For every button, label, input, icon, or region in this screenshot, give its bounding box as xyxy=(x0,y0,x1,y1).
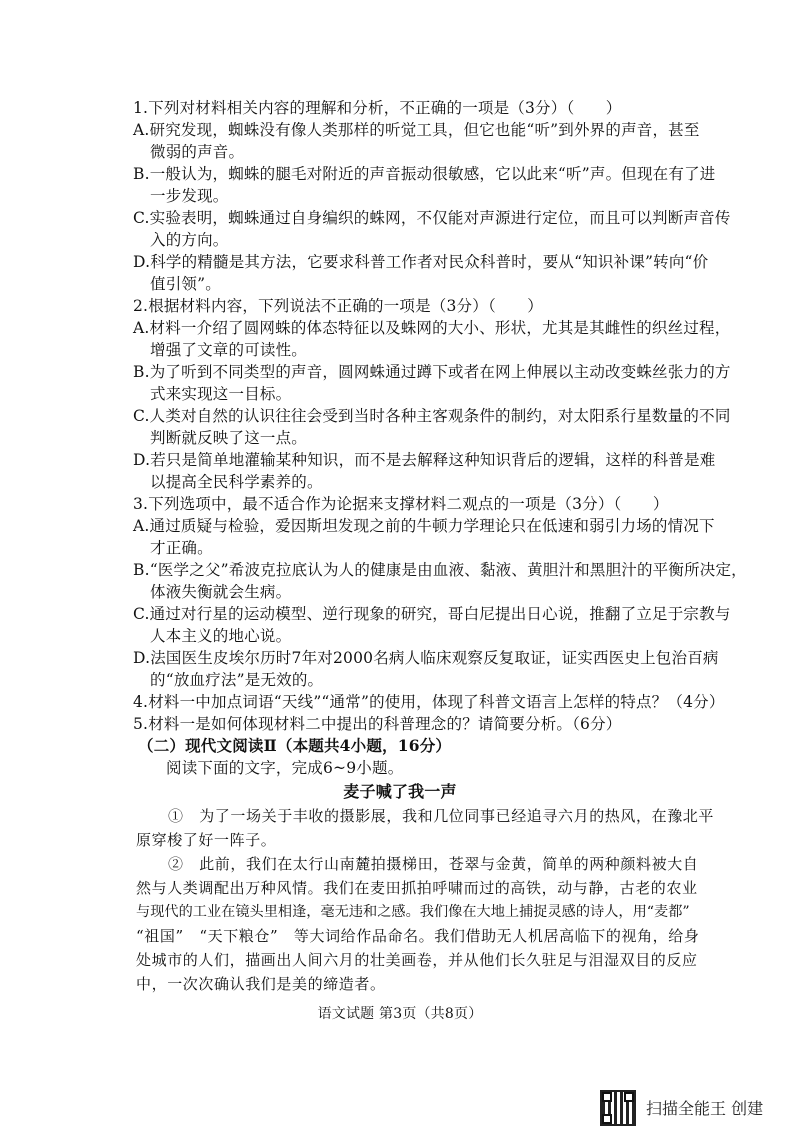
q3-option-d: D.法国医生皮埃尔历时7年对2000名病人临床观察反复取证，证实西医史上包治百病 xyxy=(133,649,719,667)
essay-paragraph-2-line-6: 中，一次次确认我们是美的缔造者。 xyxy=(136,975,386,993)
q1-stem: 1.下列对材料相关内容的理解和分析，不正确的一项是（3分）（ ） xyxy=(133,99,622,117)
q2-stem: 2.根据材料内容，下列说法不正确的一项是（3分）（ ） xyxy=(133,297,544,315)
q3-option-a-cont: 才正确。 xyxy=(150,539,213,557)
q2-option-c: C.人类对自然的认识往往会受到当时各种主客观条件的制约，对太阳系行星数量的不同 xyxy=(133,407,731,425)
q2-option-b: B.为了听到不同类型的声音，圆网蛛通过蹲下或者在网上伸展以主动改变蛛丝张力的方 xyxy=(133,363,731,381)
q2-option-a-cont: 增强了文章的可读性。 xyxy=(150,341,308,359)
q2-option-c-cont: 判断就反映了这一点。 xyxy=(150,429,308,447)
essay-paragraph-1-line-2: 原穿梭了好一阵子。 xyxy=(136,831,277,849)
q3-option-c-cont: 人本主义的地心说。 xyxy=(150,627,292,645)
reading-instruction: 阅读下面的文字，完成6~9小题。 xyxy=(166,759,404,777)
q3-option-a: A.通过质疑与检验，爱因斯坦发现之前的牛顿力学理论只在低速和弱引力场的情况下 xyxy=(133,517,715,535)
essay-paragraph-2-line-5: 处城市的人们，描画出人间六月的壮美画卷，并从他们长久驻足与泪湿双目的反应 xyxy=(136,951,698,969)
q2-option-d-cont: 以提高全民科学素养的。 xyxy=(150,473,323,491)
q2-option-b-cont: 式来实现这一目标。 xyxy=(150,385,292,403)
q3-option-b: B.“医学之父”希波克拉底认为人的健康是由血液、黏液、黄胆汁和黑胆汁的平衡所决定， xyxy=(133,561,747,579)
q1-option-d: D.科学的精髓是其方法，它要求科普工作者对民众科普时，要从“知识补课”转向“价 xyxy=(133,253,709,271)
essay-paragraph-1-line-1: ① 为了一场关于丰收的摄影展，我和几位同事已经追寻六月的热风，在豫北平 xyxy=(168,807,715,825)
q1-option-a: A.研究发现，蜘蛛没有像人类那样的听觉工具，但它也能“听”到外界的声音，甚至 xyxy=(133,121,700,139)
essay-paragraph-2-line-4: “祖国” “天下粮仓” 等大词给作品命名。我们借助无人机居高临下的视角，给身 xyxy=(136,927,700,945)
page-footer: 语文试题 第3页（共8页） xyxy=(317,1006,483,1022)
essay-paragraph-2-line-2: 然与人类调配出万种风情。我们在麦田抓拍呼啸而过的高铁，动与静，古老的农业 xyxy=(136,879,698,897)
essay-title: 麦子喊了我一声 xyxy=(343,782,457,801)
q1-option-b: B.一般认为，蜘蛛的腿毛对附近的声音振动很敏感，它以此来“听”声。但现在有了进 xyxy=(133,165,716,183)
q3-stem: 3.下列选项中，最不适合作为论据来支撑材料二观点的一项是（3分）（ ） xyxy=(133,495,669,513)
qr-code-icon xyxy=(600,1090,636,1126)
essay-paragraph-2-line-1: ② 此前，我们在太行山南麓拍摄梯田，苍翠与金黄，简单的两种颜料被大自 xyxy=(168,855,699,873)
essay-paragraph-2-line-3: 与现代的工业在镜头里相逢，毫无违和之感。我们像在大地上捕捉灵感的诗人，用“麦都” xyxy=(136,904,690,920)
q3-option-c: C.通过对行星的运动模型、逆行现象的研究，哥白尼提出日心说，推翻了立足于宗教与 xyxy=(133,605,731,623)
q5-stem: 5.材料一是如何体现材料二中提出的科普理念的？请简要分析。（6分） xyxy=(133,715,622,733)
q4-stem: 4.材料一中加点词语“天线”“通常”的使用，体现了科普文语言上怎样的特点？（4分） xyxy=(133,693,725,711)
q1-option-c: C.实验表明，蜘蛛通过自身编织的蛛网，不仅能对声源进行定位，而且可以判断声音传 xyxy=(133,209,731,227)
scanner-watermark: 扫描全能王 创建 xyxy=(646,1099,764,1118)
section-heading: （二）现代文阅读Ⅱ（本题共4小题，16分） xyxy=(138,736,452,755)
q1-option-c-cont: 入的方向。 xyxy=(150,231,229,249)
q3-option-d-cont: 的“放血疗法”是无效的。 xyxy=(150,671,324,689)
q1-option-b-cont: 一步发现。 xyxy=(150,187,229,205)
q2-option-a: A.材料一介绍了圆网蛛的体态特征以及蛛网的大小、形状，尤其是其雌性的织丝过程， xyxy=(133,319,731,337)
q1-option-a-cont: 微弱的声音。 xyxy=(150,143,245,161)
q2-option-d: D.若只是简单地灌输某种知识，而不是去解释这种知识背后的逻辑，这样的科普是难 xyxy=(133,451,716,469)
q3-option-b-cont: 体液失衡就会生病。 xyxy=(150,583,292,601)
q1-option-d-cont: 值引领”。 xyxy=(150,275,221,293)
